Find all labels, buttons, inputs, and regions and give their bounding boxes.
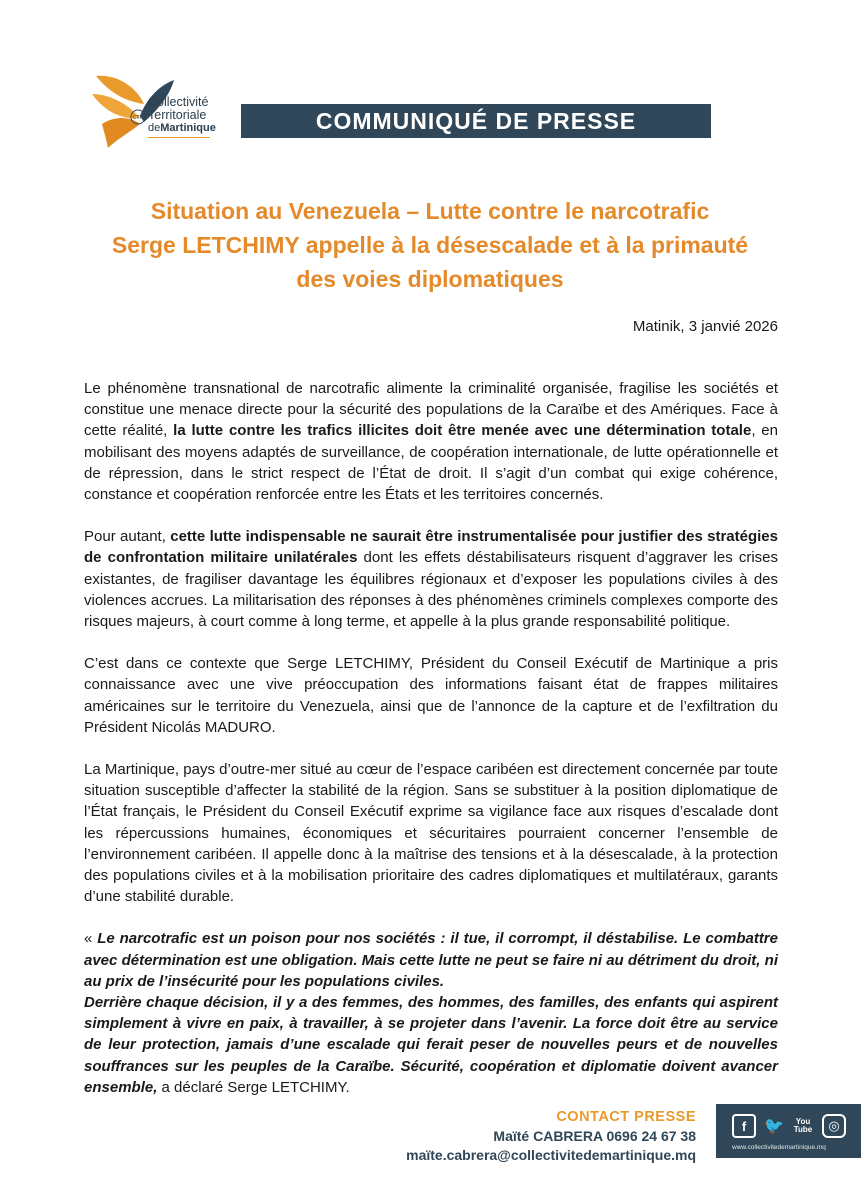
contact-name: Maïté CABRERA 0696 24 67 38 xyxy=(493,1128,696,1144)
social-media-box xyxy=(716,1104,861,1158)
paragraph-2: Pour autant, cette lutte indispensable ne saurait être instrumentalisée pour justifier des stratégies de confrontation militaire unilatérales dont les effets déstabilisateurs risquent d’aggraver les crises existantes, de fragiliser davantage les équilibres régionaux et d’exposer les populations civiles à des violences accrues. La militarisation des réponses à des phénomènes criminels complexes comporte des risques majeurs, à court comme à long terme, et appelle à la plus grande responsabilité politique. xyxy=(84,528,778,631)
website-url[interactable]: www.collectivitedemartinique.mq xyxy=(732,1144,826,1151)
paragraph-1: Le phénomène transnational de narcotrafic alimente la criminalité organisée, fragilise les sociétés et constitue une menace directe pour la sécurité des populations de la Caraïbe et des Amériques. Face à cette réalité, la lutte contre les trafics illicites doit être menée avec une détermination totale, en mobilisant des moyens adaptés de surveillance, de coopération internationale, de lutte opérationnelle et de répression, dans le strict respect de l’État de droit. Il s’agit d’un combat qui exige cohérence, constance et coopération renforcée entre les États et les territoires concernés. xyxy=(84,380,778,504)
paragraph-4: La Martinique, pays d’outre-mer situé au cœur de l’espace caribéen est directement concernée par toute situation susceptible d’affecter la stabilité de la région. Sans se substituer à la position diplomatique de l’État français, le Président du Conseil Exécutif exprime sa vigilance face aux risques d’escalade dont les répercussions humaines, économiques et sécuritaires pourraient concerner l’ensemble de l’environnement caribéen. Il appelle donc à la maîtrise des tensions et à la désescalade, à la protection des populations civiles et à la mobilisation prioritaire des cadres diplomatiques et multilatéraux, garants d’une stabilité durable. xyxy=(84,761,778,906)
logo-badge: CTM xyxy=(133,115,144,121)
title-line-1: Situation au Venezuela – Lutte contre le narcotrafic xyxy=(150,198,710,224)
contact-block xyxy=(406,1108,696,1165)
youtube-icon[interactable]: You Tube xyxy=(793,1117,813,1134)
press-release-body xyxy=(84,378,778,1119)
logo-text xyxy=(148,96,216,138)
quote-paragraph: « Le narcotrafic est un poison pour nos sociétés : il tue, il corrompt, il déstabilise. Le combattre avec détermination est une obligation. Mais cette lutte ne peut se faire ni au détriment du droit, ni au prix de l’insécurité pour les populations civiles. Derrière chaque décision, il y a des femmes, des hommes, des familles, des enfants qui aspirent simplement à vivre en paix, à travailler, à se projeter dans l’avenir. La force doit être au service de leur protection, jamais d’une escalade qui ferait peser de nouvelles peurs et de nouvelles souffrances sur les peuples de la Caraïbe. Sécurité, coopération et diplomatie doivent avancer ensemble, a déclaré Serge LETCHIMY. xyxy=(84,930,778,1096)
twitter-icon[interactable]: 🐦 xyxy=(764,1118,784,1135)
press-release-banner: COMMUNIQUÉ DE PRESSE xyxy=(241,104,711,138)
logo-underline xyxy=(148,137,210,138)
date-line: Matinik, 3 janvié 2026 xyxy=(632,318,778,335)
title-line-3: des voies diplomatiques xyxy=(296,266,564,292)
contact-email[interactable]: maïte.cabrera@collectivitedemartinique.mq xyxy=(406,1147,696,1163)
logo-line-1: Collectivité xyxy=(148,95,209,109)
logo-line-2: Territoriale xyxy=(148,108,207,122)
paragraph-3: C’est dans ce contexte que Serge LETCHIMY, Président du Conseil Exécutif de Martinique a pris connaissance avec une vive préoccupation des informations faisant état de frappes militaires américaines sur le territoire du Venezuela, ainsi que de l’annonce de la capture et de l’exfiltration du Président Nicolás MADURO. xyxy=(84,655,778,736)
facebook-icon[interactable]: f xyxy=(732,1114,756,1138)
page-title xyxy=(60,194,800,296)
instagram-icon[interactable]: ◎ xyxy=(822,1114,846,1138)
logo-line-3: deMartinique xyxy=(148,122,216,134)
title-line-2: Serge LETCHIMY appelle à la désescalade et à la primauté xyxy=(111,232,749,258)
contact-label: CONTACT PRESSE xyxy=(556,1109,696,1125)
